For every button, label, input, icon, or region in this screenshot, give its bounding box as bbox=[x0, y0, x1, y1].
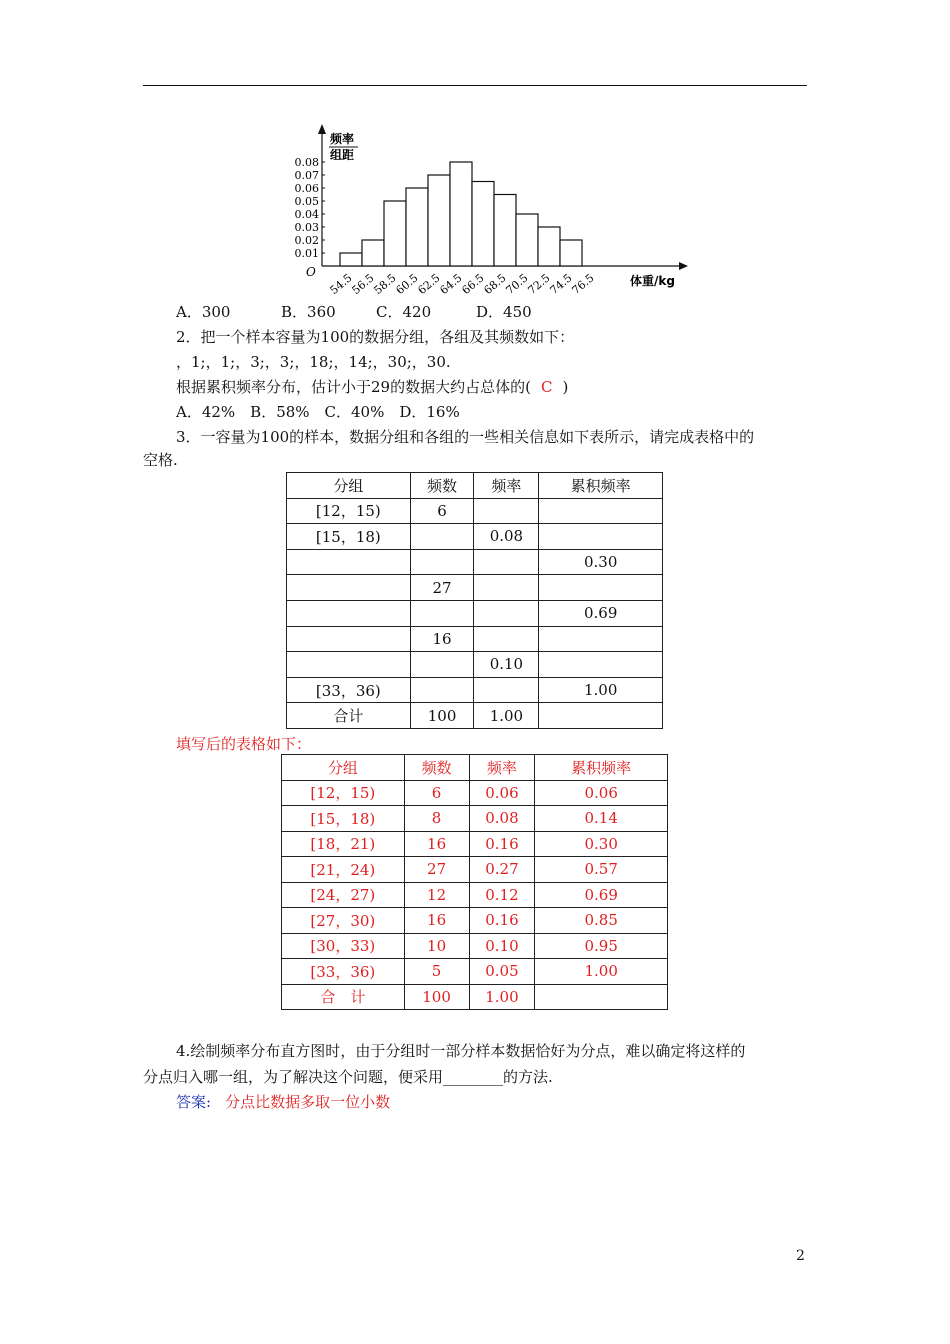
table-cell: 合 计 bbox=[282, 984, 405, 1010]
x-tick-label: 76.5 bbox=[569, 271, 597, 298]
histogram-bar bbox=[494, 195, 516, 267]
table-row bbox=[287, 626, 663, 652]
histogram-chart bbox=[272, 118, 692, 303]
q2-question bbox=[176, 377, 568, 397]
table-cell bbox=[287, 575, 411, 601]
y-tick-label: 0.07 bbox=[294, 169, 319, 182]
table-cell: 0.10 bbox=[474, 652, 539, 678]
histogram-bar bbox=[384, 201, 406, 266]
table-cell: 10 bbox=[404, 933, 469, 959]
table-cell bbox=[410, 524, 474, 550]
table-header-cell: 频数 bbox=[404, 755, 469, 781]
x-tick-label: 62.5 bbox=[415, 271, 443, 298]
table-cell bbox=[287, 600, 411, 626]
table-cell: 0.69 bbox=[535, 882, 668, 908]
table-cell: 16 bbox=[404, 908, 469, 934]
table-row bbox=[287, 652, 663, 678]
table-row bbox=[287, 677, 663, 703]
q1-option-c: C．420 bbox=[376, 303, 432, 321]
table-cell bbox=[539, 652, 663, 678]
table-cell bbox=[539, 703, 663, 729]
table-cell: [33，36) bbox=[282, 959, 405, 985]
table-cell bbox=[474, 575, 539, 601]
table-row bbox=[287, 524, 663, 550]
x-tick-label: 74.5 bbox=[547, 271, 575, 298]
x-tick-label: 64.5 bbox=[437, 271, 465, 298]
q4-line2: 分点归入哪一组，为了解决这个问题，便采用________的方法. bbox=[143, 1068, 553, 1086]
y-label-denominator: 组距 bbox=[330, 148, 355, 162]
table-cell bbox=[287, 549, 411, 575]
table-cell: 12 bbox=[404, 882, 469, 908]
table-row bbox=[287, 600, 663, 626]
q4-answer-label: 答案: bbox=[176, 1093, 212, 1111]
q3-stem-line1: 3．一容量为100的样本，数据分组和各组的一些相关信息如下表所示，请完成表格中的 bbox=[176, 428, 755, 446]
x-axis-label: 体重/kg bbox=[630, 274, 675, 288]
table-cell bbox=[410, 677, 474, 703]
q3-filled-table bbox=[281, 754, 668, 1010]
y-tick-label: 0.03 bbox=[294, 221, 319, 234]
table-row bbox=[287, 498, 663, 524]
table-row bbox=[282, 984, 668, 1010]
table-cell bbox=[535, 984, 668, 1010]
table-header-cell: 频数 bbox=[410, 473, 474, 499]
table-header-cell: 累积频率 bbox=[535, 755, 668, 781]
q3-stem-line2: 空格. bbox=[143, 451, 178, 469]
table-row bbox=[282, 882, 668, 908]
table-cell bbox=[410, 652, 474, 678]
table-cell: 0.16 bbox=[469, 831, 535, 857]
q1-option-b: B．360 bbox=[281, 303, 336, 321]
table-cell bbox=[539, 524, 663, 550]
table-row bbox=[287, 549, 663, 575]
table-cell bbox=[287, 652, 411, 678]
y-tick-label: 0.04 bbox=[294, 208, 319, 221]
page-number: 2 bbox=[796, 1248, 805, 1264]
q4-line1: 4.绘制频率分布直方图时，由于分组时一部分样本数据恰好为分点，难以确定将这样的 bbox=[176, 1042, 746, 1060]
table-cell: [21，24) bbox=[282, 857, 405, 883]
table-cell: [15，18) bbox=[287, 524, 411, 550]
header-rule bbox=[143, 85, 807, 86]
x-tick-label: 72.5 bbox=[525, 271, 553, 298]
table-cell bbox=[287, 626, 411, 652]
x-tick-label: 54.5 bbox=[327, 271, 355, 298]
table-cell: 0.12 bbox=[469, 882, 535, 908]
table-header-cell: 频率 bbox=[469, 755, 535, 781]
q1-options bbox=[176, 302, 532, 322]
q2-options: A．42% B．58% C．40% D．16% bbox=[176, 403, 460, 421]
table-cell: 0.06 bbox=[535, 780, 668, 806]
table-cell: 6 bbox=[410, 498, 474, 524]
histogram-bar bbox=[516, 214, 538, 266]
table-cell bbox=[410, 549, 474, 575]
table-cell: [33，36) bbox=[287, 677, 411, 703]
table-cell: [15，18) bbox=[282, 806, 405, 832]
table-cell: [12，15) bbox=[287, 498, 411, 524]
y-tick-label: 0.08 bbox=[294, 156, 319, 169]
table-row bbox=[287, 575, 663, 601]
histogram-bar bbox=[450, 162, 472, 266]
y-tick-label: 0.02 bbox=[294, 234, 319, 247]
histogram-bar bbox=[406, 188, 428, 266]
x-tick-label: 60.5 bbox=[393, 271, 421, 298]
q2-ask-suffix: ) bbox=[562, 378, 569, 396]
table-cell: [12，15) bbox=[282, 780, 405, 806]
histogram-bar bbox=[428, 175, 450, 266]
x-axis-arrow bbox=[679, 262, 688, 270]
table-cell bbox=[474, 677, 539, 703]
table-cell: 0.30 bbox=[539, 549, 663, 575]
q2-groups: ，1;，1;，3;，3;，18;，14;，30;，30. bbox=[176, 353, 451, 371]
table-cell: 合计 bbox=[287, 703, 411, 729]
x-tick-label: 70.5 bbox=[503, 271, 531, 298]
table-cell: 0.57 bbox=[535, 857, 668, 883]
y-tick-label: 0.05 bbox=[294, 195, 319, 208]
q2-stem: 2．把一个样本容量为100的数据分组，各组及其频数如下： bbox=[176, 328, 575, 346]
table-cell: 0.10 bbox=[469, 933, 535, 959]
q3-filled-caption: 填写后的表格如下： bbox=[176, 735, 312, 753]
x-tick-label: 58.5 bbox=[371, 271, 399, 298]
table-cell: 0.69 bbox=[539, 600, 663, 626]
table-cell: [18，21) bbox=[282, 831, 405, 857]
table-header-cell: 分组 bbox=[282, 755, 405, 781]
table-cell bbox=[539, 498, 663, 524]
table-row bbox=[282, 780, 668, 806]
table-cell: 1.00 bbox=[474, 703, 539, 729]
y-label-numerator: 频率 bbox=[330, 132, 355, 146]
x-tick-label: 56.5 bbox=[349, 271, 377, 298]
histogram-bar bbox=[340, 253, 362, 266]
table-cell: 6 bbox=[404, 780, 469, 806]
q2-ask-prefix: 根据累积频率分布，估计小于29的数据大约占总体的( bbox=[176, 378, 531, 396]
table-cell bbox=[474, 498, 539, 524]
table-cell: 1.00 bbox=[469, 984, 535, 1010]
table-row bbox=[287, 703, 663, 729]
table-cell: 16 bbox=[410, 626, 474, 652]
table-cell: 8 bbox=[404, 806, 469, 832]
q1-option-d: D．450 bbox=[476, 303, 532, 321]
q4-answer-text: 分点比数据多取一位小数 bbox=[225, 1093, 391, 1111]
table-cell: 27 bbox=[404, 857, 469, 883]
table-row bbox=[282, 933, 668, 959]
q1-option-a: A．300 bbox=[176, 303, 231, 321]
origin-label: O bbox=[306, 265, 316, 279]
table-cell: 27 bbox=[410, 575, 474, 601]
table-cell: 0.06 bbox=[469, 780, 535, 806]
y-tick-label: 0.06 bbox=[294, 182, 319, 195]
histogram-bar bbox=[538, 227, 560, 266]
table-cell: 0.14 bbox=[535, 806, 668, 832]
table-cell: 0.08 bbox=[469, 806, 535, 832]
table-header-row bbox=[287, 473, 663, 499]
x-tick-label: 68.5 bbox=[481, 271, 509, 298]
table-cell: [30，33) bbox=[282, 933, 405, 959]
y-tick-label: 0.01 bbox=[294, 247, 319, 260]
table-cell: 0.05 bbox=[469, 959, 535, 985]
table-cell: 0.95 bbox=[535, 933, 668, 959]
table-header-row bbox=[282, 755, 668, 781]
histogram-bar bbox=[362, 240, 384, 266]
table-cell: 100 bbox=[410, 703, 474, 729]
table-cell: 0.27 bbox=[469, 857, 535, 883]
table-cell: [27，30) bbox=[282, 908, 405, 934]
table-cell bbox=[410, 600, 474, 626]
table-cell: [24，27) bbox=[282, 882, 405, 908]
table-cell bbox=[474, 549, 539, 575]
table-cell: 0.30 bbox=[535, 831, 668, 857]
table-header-cell: 累积频率 bbox=[539, 473, 663, 499]
table-header-cell: 分组 bbox=[287, 473, 411, 499]
table-cell bbox=[539, 626, 663, 652]
table-row bbox=[282, 831, 668, 857]
table-cell bbox=[474, 626, 539, 652]
histogram-bar bbox=[472, 182, 494, 267]
x-tick-label: 66.5 bbox=[459, 271, 487, 298]
table-header-cell: 频率 bbox=[474, 473, 539, 499]
table-cell: 0.85 bbox=[535, 908, 668, 934]
table-cell: 1.00 bbox=[535, 959, 668, 985]
table-cell: 16 bbox=[404, 831, 469, 857]
table-cell: 1.00 bbox=[539, 677, 663, 703]
table-row bbox=[282, 959, 668, 985]
q3-blank-table bbox=[286, 472, 663, 729]
table-cell: 5 bbox=[404, 959, 469, 985]
table-cell: 0.16 bbox=[469, 908, 535, 934]
table-row bbox=[282, 908, 668, 934]
histogram-bar bbox=[560, 240, 582, 266]
table-cell: 100 bbox=[404, 984, 469, 1010]
table-cell bbox=[539, 575, 663, 601]
table-cell bbox=[474, 600, 539, 626]
q2-answer: C bbox=[540, 378, 553, 396]
table-cell: 0.08 bbox=[474, 524, 539, 550]
table-row bbox=[282, 857, 668, 883]
table-row bbox=[282, 806, 668, 832]
y-axis-arrow bbox=[318, 124, 326, 134]
q4-answer bbox=[176, 1092, 390, 1112]
